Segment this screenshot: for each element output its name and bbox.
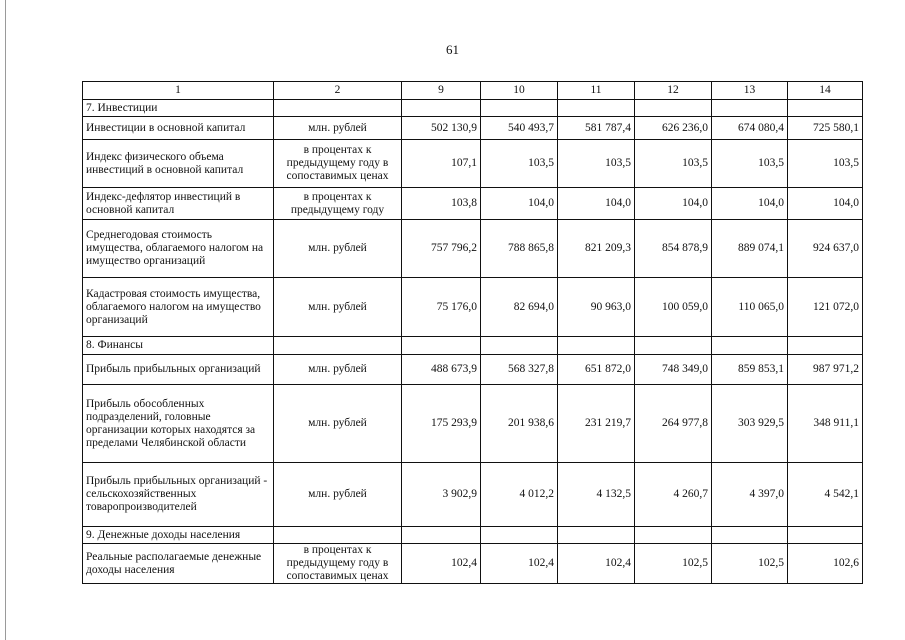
empty-cell [558,100,635,117]
value-cell: 103,8 [402,188,481,220]
section-title: 9. Денежные доходы населения [83,527,274,544]
empty-cell [402,337,481,355]
value-cell: 651 872,0 [558,355,635,385]
value-cell: 4 542,1 [788,463,863,527]
column-header: 9 [402,82,481,100]
indicator-name: Прибыль прибыльных организаций [83,355,274,385]
table-row [83,117,863,140]
column-header: 2 [274,82,402,100]
value-cell: 104,0 [481,188,558,220]
table-row [83,385,863,463]
unit-cell: млн. рублей [274,463,402,527]
section-row [83,100,863,117]
value-cell: 102,4 [402,544,481,584]
value-cell: 987 971,2 [788,355,863,385]
value-cell: 854 878,9 [635,220,712,278]
value-cell: 348 911,1 [788,385,863,463]
value-cell: 110 065,0 [712,278,788,337]
value-cell: 90 963,0 [558,278,635,337]
value-cell: 924 637,0 [788,220,863,278]
empty-cell [274,100,402,117]
empty-cell [788,337,863,355]
value-cell: 568 327,8 [481,355,558,385]
empty-cell [481,527,558,544]
value-cell: 788 865,8 [481,220,558,278]
empty-cell [274,527,402,544]
table-row [83,278,863,337]
column-header: 11 [558,82,635,100]
value-cell: 859 853,1 [712,355,788,385]
section-title: 8. Финансы [83,337,274,355]
value-cell: 303 929,5 [712,385,788,463]
value-cell: 757 796,2 [402,220,481,278]
empty-cell [558,337,635,355]
empty-cell [635,337,712,355]
table-row [83,463,863,527]
unit-cell: млн. рублей [274,220,402,278]
value-cell: 103,5 [788,140,863,188]
value-cell: 3 902,9 [402,463,481,527]
value-cell: 821 209,3 [558,220,635,278]
value-cell: 889 074,1 [712,220,788,278]
table-row [83,544,863,584]
indicator-name: Среднегодовая стоимость имущества, облагаемого налогом на имущество организаций [83,220,274,278]
empty-cell [712,527,788,544]
empty-cell [402,100,481,117]
empty-cell [635,100,712,117]
empty-cell [788,527,863,544]
header-row [83,82,863,100]
value-cell: 102,5 [712,544,788,584]
value-cell: 488 673,9 [402,355,481,385]
column-header: 13 [712,82,788,100]
value-cell: 4 132,5 [558,463,635,527]
indicator-name: Кадастровая стоимость имущества, облагаемого налогом на имущество организаций [83,278,274,337]
empty-cell [274,337,402,355]
value-cell: 75 176,0 [402,278,481,337]
section-row [83,337,863,355]
empty-cell [481,337,558,355]
column-header: 14 [788,82,863,100]
page-number: 61 [446,42,459,57]
value-cell: 82 694,0 [481,278,558,337]
value-cell: 100 059,0 [635,278,712,337]
value-cell: 103,5 [712,140,788,188]
empty-cell [788,100,863,117]
table-row [83,188,863,220]
unit-cell: млн. рублей [274,385,402,463]
value-cell: 102,4 [558,544,635,584]
unit-cell: в процентах к предыдущему году в сопоставимых ценах [274,544,402,584]
indicator-name: Индекс-дефлятор инвестиций в основной капитал [83,188,274,220]
value-cell: 107,1 [402,140,481,188]
indicator-name: Прибыль прибыльных организаций - сельскохозяйственных товаропроизводителей [83,463,274,527]
indicator-name: Инвестиции в основной капитал [83,117,274,140]
indicator-name: Индекс физического объема инвестиций в основной капитал [83,140,274,188]
value-cell: 103,5 [481,140,558,188]
value-cell: 4 012,2 [481,463,558,527]
value-cell: 674 080,4 [712,117,788,140]
value-cell: 581 787,4 [558,117,635,140]
value-cell: 102,4 [481,544,558,584]
value-cell: 104,0 [558,188,635,220]
value-cell: 104,0 [788,188,863,220]
unit-cell: в процентах к предыдущему году [274,188,402,220]
value-cell: 104,0 [712,188,788,220]
forecast-table [82,81,863,584]
value-cell: 102,5 [635,544,712,584]
value-cell: 725 580,1 [788,117,863,140]
column-header: 10 [481,82,558,100]
section-title: 7. Инвестиции [83,100,274,117]
column-header: 12 [635,82,712,100]
empty-cell [712,100,788,117]
value-cell: 103,5 [635,140,712,188]
empty-cell [558,527,635,544]
empty-cell [635,527,712,544]
table-row [83,355,863,385]
empty-cell [481,100,558,117]
section-row [83,527,863,544]
left-margin-rule [5,0,6,640]
unit-cell: млн. рублей [274,117,402,140]
unit-cell: млн. рублей [274,278,402,337]
value-cell: 626 236,0 [635,117,712,140]
value-cell: 231 219,7 [558,385,635,463]
value-cell: 264 977,8 [635,385,712,463]
column-header: 1 [83,82,274,100]
indicator-name: Реальные располагаемые денежные доходы населения [83,544,274,584]
table-row [83,140,863,188]
table-body [83,82,863,584]
value-cell: 4 260,7 [635,463,712,527]
empty-cell [712,337,788,355]
value-cell: 201 938,6 [481,385,558,463]
value-cell: 540 493,7 [481,117,558,140]
value-cell: 103,5 [558,140,635,188]
value-cell: 175 293,9 [402,385,481,463]
indicator-name: Прибыль обособленных подразделений, головные организации которых находятся за пределами Челябинской области [83,385,274,463]
unit-cell: в процентах к предыдущему году в сопоставимых ценах [274,140,402,188]
value-cell: 4 397,0 [712,463,788,527]
value-cell: 104,0 [635,188,712,220]
value-cell: 748 349,0 [635,355,712,385]
value-cell: 102,6 [788,544,863,584]
value-cell: 502 130,9 [402,117,481,140]
table-row [83,220,863,278]
unit-cell: млн. рублей [274,355,402,385]
empty-cell [402,527,481,544]
value-cell: 121 072,0 [788,278,863,337]
